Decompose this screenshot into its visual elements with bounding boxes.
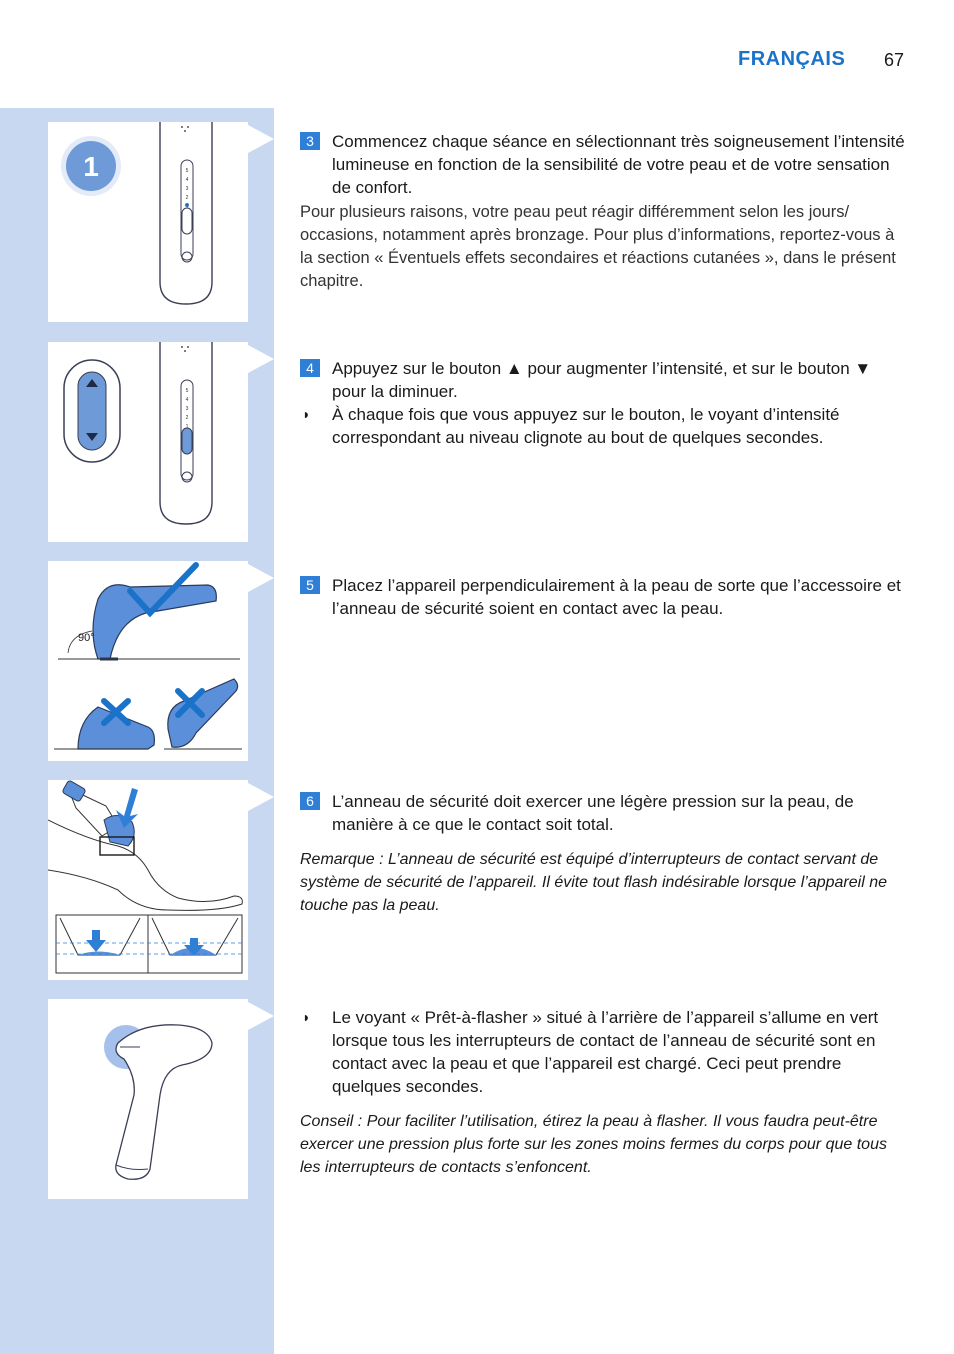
figure-panel-4	[48, 780, 248, 980]
level-digit: 1	[185, 424, 189, 430]
step-text: L’anneau de sécurité doit exercer une légère pression sur la peau, de manière à ce que le contact soit total.	[332, 792, 854, 834]
level-digit: 4	[185, 177, 189, 183]
step-3	[300, 130, 905, 293]
level-digit: 2	[185, 415, 189, 421]
bullet-icon: ◗	[302, 406, 311, 422]
step-paragraph: Pour plusieurs raisons, votre peau peut réagir différemment selon les jours/ occasions, notamment après bronzage. Pour plus d’informations, reportez-vous à la section « Éventuels effets secondaires et réactions cutanées », dans le présent chapitre.	[300, 203, 896, 290]
figure-panel-2	[48, 342, 248, 542]
step-number: 5	[300, 576, 320, 594]
figure-panel-1	[48, 122, 248, 322]
level-digit: 3	[185, 406, 189, 412]
figure-panel-3	[48, 561, 248, 761]
level-digit: 3	[185, 186, 189, 192]
step-number: 4	[300, 359, 320, 377]
step-number: 3	[300, 132, 320, 150]
panel-pointer	[248, 125, 274, 153]
step-text: Appuyez sur le bouton ▲ pour augmenter l’intensité, et sur le bouton ▼ pour la diminuer.	[332, 359, 872, 401]
bullet-text: Le voyant « Prêt-à-flasher » situé à l’arrière de l’appareil s’allume en vert lorsque tous les interrupteurs de contact de l’anneau de sécurité sont en contact avec la peau et que l’appareil est chargé. Ceci peut prendre quelques secondes.	[332, 1008, 879, 1096]
language-label: FRANÇAIS	[738, 48, 846, 70]
level-digit: 1	[185, 204, 189, 210]
level-digit: 4	[185, 397, 189, 403]
step-5	[300, 574, 905, 620]
step-6	[300, 790, 905, 917]
tip-text: Conseil : Pour faciliter l’utilisation, étirez la peau à flasher. Il vous faudra peut-être exercer une pression plus forte sur les zones moins fermes du corps pour que tous les interrupteurs de contacts s’enfoncent.	[300, 1113, 887, 1176]
angle-label: 90°	[78, 632, 95, 644]
panel-pointer	[248, 1002, 274, 1030]
level-digit: 5	[185, 388, 189, 394]
step-4	[300, 357, 905, 449]
level-digit: 2	[185, 195, 189, 201]
step-text: Placez l’appareil perpendiculairement à la peau de sorte que l’accessoire et l’anneau de sécurité soient en contact avec la peau.	[332, 576, 901, 618]
step-number: 6	[300, 792, 320, 810]
step-ready-indicator	[300, 1006, 905, 1179]
figure-panel-5	[48, 999, 248, 1199]
bullet-text: À chaque fois que vous appuyez sur le bouton, le voyant d’intensité correspondant au niveau clignote au bout de quelques secondes.	[332, 405, 840, 447]
level-digit: 5	[185, 168, 189, 174]
bullet-icon: ◗	[302, 1009, 311, 1025]
step-text: Commencez chaque séance en sélectionnant très soigneusement l’intensité lumineuse en fonction de la sensibilité de votre peau et de votre sensation de confort.	[332, 132, 905, 197]
page-number: 67	[884, 50, 905, 70]
panel-pointer	[248, 345, 274, 373]
panel-pointer	[248, 783, 274, 811]
note-text: Remarque : L’anneau de sécurité est équipé d’interrupteurs de contact servant de système de sécurité de l’appareil. Il évite tout flash indésirable lorsque l’appareil ne touche pas la peau.	[300, 851, 887, 914]
panel-pointer	[248, 564, 274, 592]
figure-number-1: 1	[83, 151, 99, 182]
